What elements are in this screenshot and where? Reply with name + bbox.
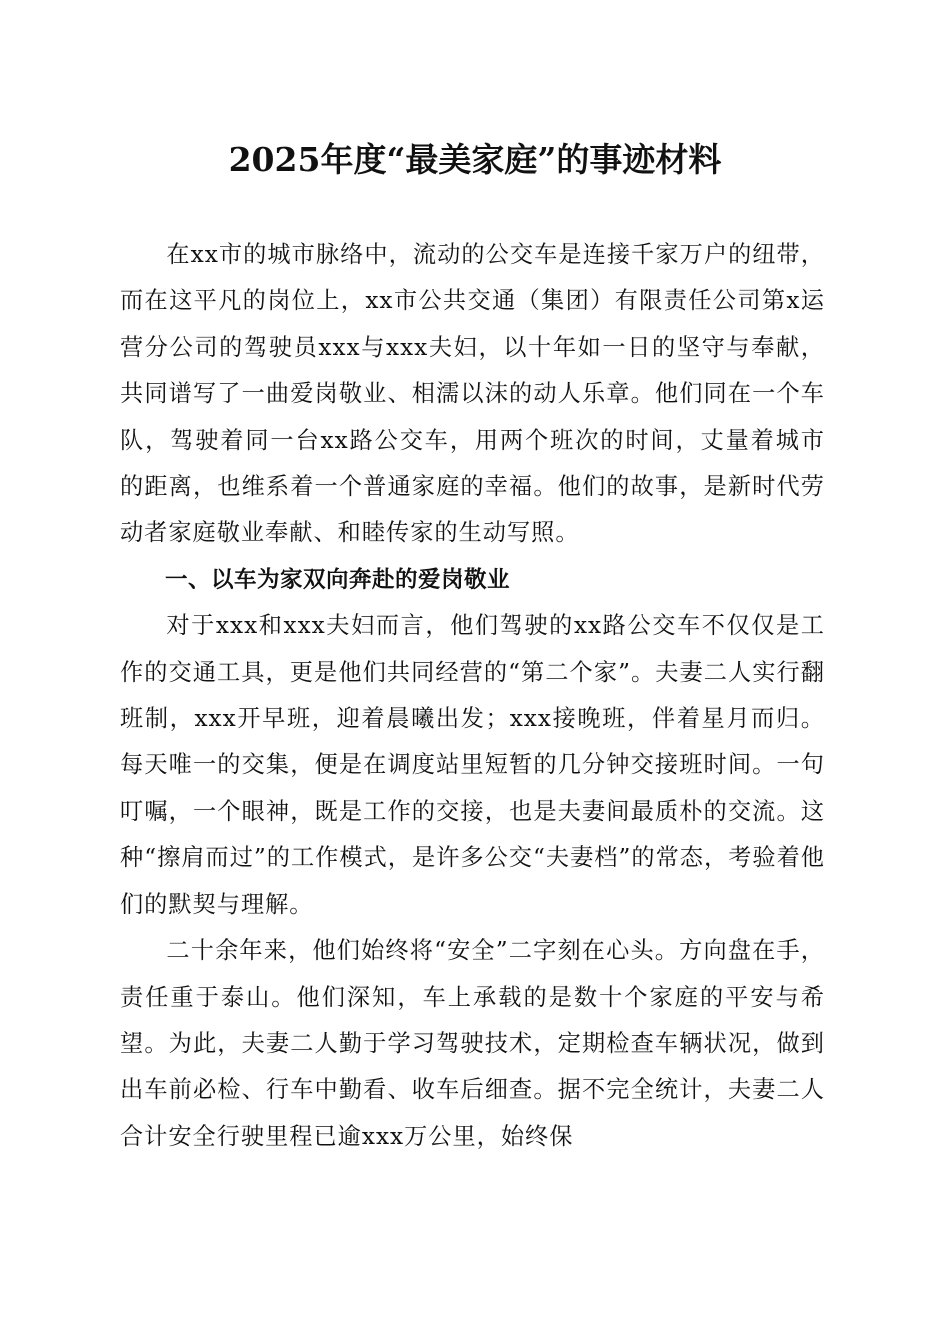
paragraph-section-1-b: 二十余年来，他们始终将“安全”二字刻在心头。方向盘在手，责任重于泰山。他们深知，车上承载的是数十个家庭的平安与希望。为此，夫妻二人勤于学习驾驶技术，定期检查车辆状况，做到出车前必检、行车中勤看、收车后细查。据不完全统计，夫妻二人合计安全行驶里程已逾xxx万公里，始终保 (120, 937, 825, 1150)
section-heading-1: 一、以车为家双向奔赴的爱岗敬业 (165, 566, 511, 593)
document-body (120, 232, 825, 1160)
paragraph-intro: 在xx市的城市脉络中，流动的公交车是连接千家万户的纽带，而在这平凡的岗位上，xx市公共交通（集团）有限责任公司第x运营分公司的驾驶员xxx与xxx夫妇，以十年如一日的坚守与奉献，共同谱写了一曲爱岗敬业、相濡以沫的动人乐章。他们同在一个车队，驾驶着同一台xx路公交车，用两个班次的时间，丈量着城市的距离，也维系着一个普通家庭的幸福。他们的故事，是新时代劳动者家庭敬业奉献、和睦传家的生动写照。 (120, 241, 825, 547)
document-title: 2025年度“最美家庭”的事迹材料 (228, 140, 722, 179)
paragraph-section-1-a: 对于xxx和xxx夫妇而言，他们驾驶的xx路公交车不仅仅是工作的交通工具，更是他们共同经营的“第二个家”。夫妻二人实行翻班制，xxx开早班，迎着晨曦出发；xxx接晚班，伴着星月而归。每天唯一的交集，便是在调度站里短暂的几分钟交接班时间。一句叮嘱，一个眼神，既是工作的交接，也是夫妻间最质朴的交流。这种“擦肩而过”的工作模式，是许多公交“夫妻档”的常态，考验着他们的默契与理解。 (120, 612, 825, 918)
